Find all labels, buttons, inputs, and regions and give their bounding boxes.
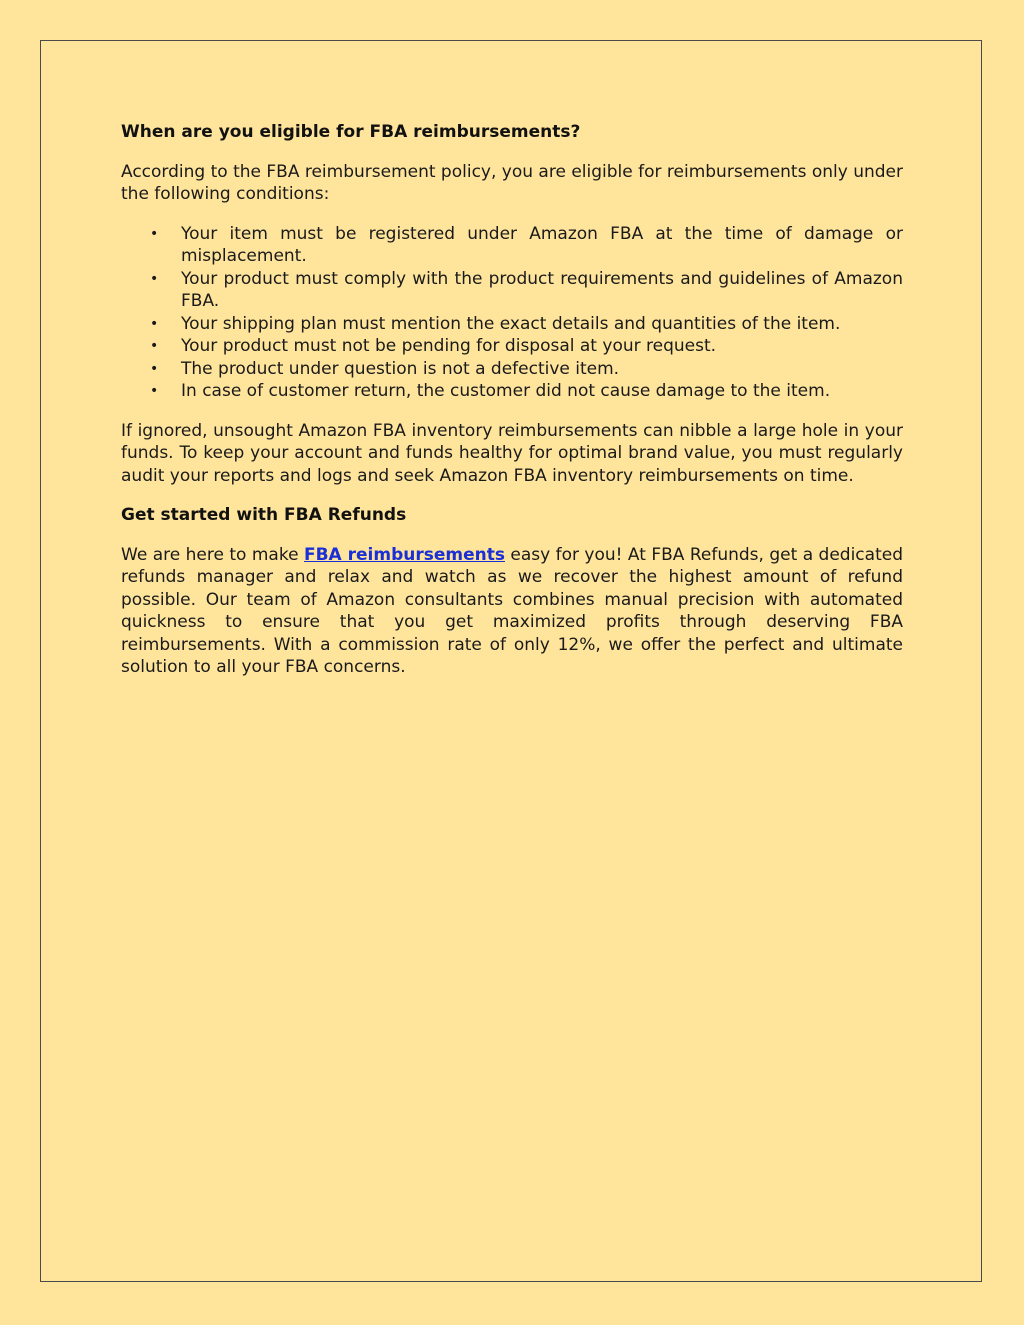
get-started-heading: Get started with FBA Refunds — [121, 505, 407, 525]
condition-text: Your product must comply with the product requirements and guidelines of Amazon FBA. — [181, 268, 903, 311]
conditions-list — [121, 223, 903, 403]
body-text-after-link: easy for you! At FBA Refunds, get a dedicated refunds manager and relax and watch as we recover the highest amount of refund possible. Our team of Amazon consultants combines manual precision with automated quickness to ensure that you get maximized profits through deserving FBA reimbursements. With a commission rate of only 12%, we offer the perfect and ultimate solution to all your FBA concerns. — [121, 544, 903, 677]
bullet-icon: • — [150, 225, 159, 242]
list-item — [121, 335, 903, 358]
bullet-icon: • — [150, 360, 159, 377]
condition-text: The product under question is not a defective item. — [181, 358, 620, 379]
eligibility-heading: When are you eligible for FBA reimbursements? — [121, 122, 581, 142]
bullet-icon: • — [150, 315, 159, 332]
condition-text: Your product must not be pending for disposal at your request. — [181, 336, 717, 356]
list-item — [121, 223, 903, 268]
bullet-icon: • — [150, 270, 159, 287]
list-item — [121, 313, 903, 336]
condition-text: In case of customer return, the customer did not cause damage to the item. — [181, 381, 831, 401]
closing-paragraph: If ignored, unsought Amazon FBA inventory reimbursements can nibble a large hole in your funds. To keep your account and funds healthy for optimal brand value, you must regularly audit your reports and logs and seek Amazon FBA inventory reimbursements on time. — [121, 420, 903, 486]
list-item — [121, 380, 903, 403]
fba-reimbursements-link[interactable]: FBA reimbursements — [303, 544, 505, 565]
body-text-before-link: We are here to make — [121, 544, 304, 565]
get-started-paragraph — [121, 544, 903, 679]
bullet-icon: • — [150, 338, 159, 354]
eligibility-intro: According to the FBA reimbursement policy, you are eligible for reimbursements only under the following conditions: — [121, 161, 903, 204]
bullet-icon: • — [150, 383, 159, 399]
list-item — [121, 358, 903, 381]
condition-text: Your item must be registered under Amazon FBA at the time of damage or misplacement. — [181, 223, 903, 266]
document-body — [121, 121, 903, 696]
list-item — [121, 268, 903, 313]
condition-text: Your shipping plan must mention the exact details and quantities of the item. — [181, 313, 841, 334]
